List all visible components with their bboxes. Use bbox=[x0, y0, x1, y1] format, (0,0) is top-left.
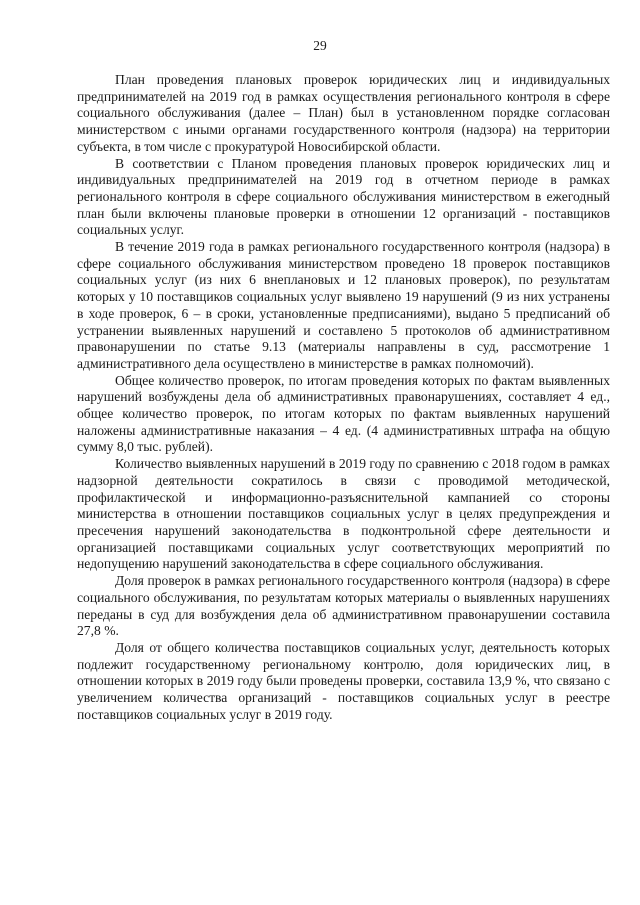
page-number: 29 bbox=[313, 38, 327, 53]
document-body bbox=[77, 72, 610, 723]
paragraph-inspection-results: В течение 2019 года в рамках регионального государственного контроля (надзора) в сфере социального обслуживания министерством проведено 18 проверок поставщиков социальных услуг (из них 6 внеплановых и 12 плановых проверок), по результатам которых у 10 поставщиков социальных услуг выявлено 19 нарушений (9 из них устранены в ходе проверок, 6 – в сроки, установленные предписаниями), выдано 5 предписаний об устранении выявленных нарушений и составлено 5 протоколов об административном правонарушении по статье 9.13 (материалы направлены в суд, рассмотрение 1 административного дела осуществлено в министерстве в рамках полномочий). bbox=[77, 239, 610, 371]
paragraph-providers-share: Доля от общего количества поставщиков социальных услуг, деятельность которых подлежит государственному региональному контролю, доля юридических лиц, в отношении которых в 2019 году были проведены проверки, составила 13,9 %, что связано с увеличением количества организаций - поставщиков социальных услуг в реестре поставщиков социальных услуг в 2019 году. bbox=[77, 639, 610, 722]
paragraph-administrative-cases: Общее количество проверок, по итогам проведения которых по фактам выявленных нарушений возбуждены дела об административных правонарушениях, составляет 4 ед., общее количество проверок, по итогам которых по фактам выявленных нарушений наложены административные наказания – 4 ед. (4 административных штрафа на общую сумму 8,0 тыс. рублей). bbox=[77, 372, 610, 455]
paragraph-planned-inspections: В соответствии с Планом проведения плановых проверок юридических лиц и индивидуальных предпринимателей на 2019 год в отчетном периоде в рамках регионального контроля в сфере социального обслуживания министерством в ежегодный план были включены плановые проверки в отношении 12 организаций - поставщиков социальных услуг. bbox=[77, 155, 610, 238]
paragraph-violations-decrease: Количество выявленных нарушений в 2019 году по сравнению с 2018 годом в рамках надзорной деятельности сократилось в связи с проводимой методической, профилактической и информационно-разъяснительной кампанией со стороны министерства в отношении поставщиков социальных услуг в целях предупреждения и пресечения нарушений законодательства в подконтрольной сфере деятельности и организацией поставщиками социальных услуг соответствующих мероприятий по недопущению нарушений законодательства в сфере социального обслуживания. bbox=[77, 456, 610, 572]
paragraph-inspection-plan: План проведения плановых проверок юридических лиц и индивидуальных предпринимателей на 2019 год в рамках осуществления регионального контроля в сфере социального обслуживания (далее – План) был в установленном порядке согласован министерством с иными органами государственного контроля (надзора) на территории субъекта, в том числе с прокуратурой Новосибирской области. bbox=[77, 72, 610, 154]
paragraph-court-share: Доля проверок в рамках регионального государственного контроля (надзора) в сфере социального обслуживания, по результатам которых материалы о выявленных нарушениях переданы в суд для возбуждения дела об административном правонарушении составила 27,8 %. bbox=[77, 573, 610, 639]
